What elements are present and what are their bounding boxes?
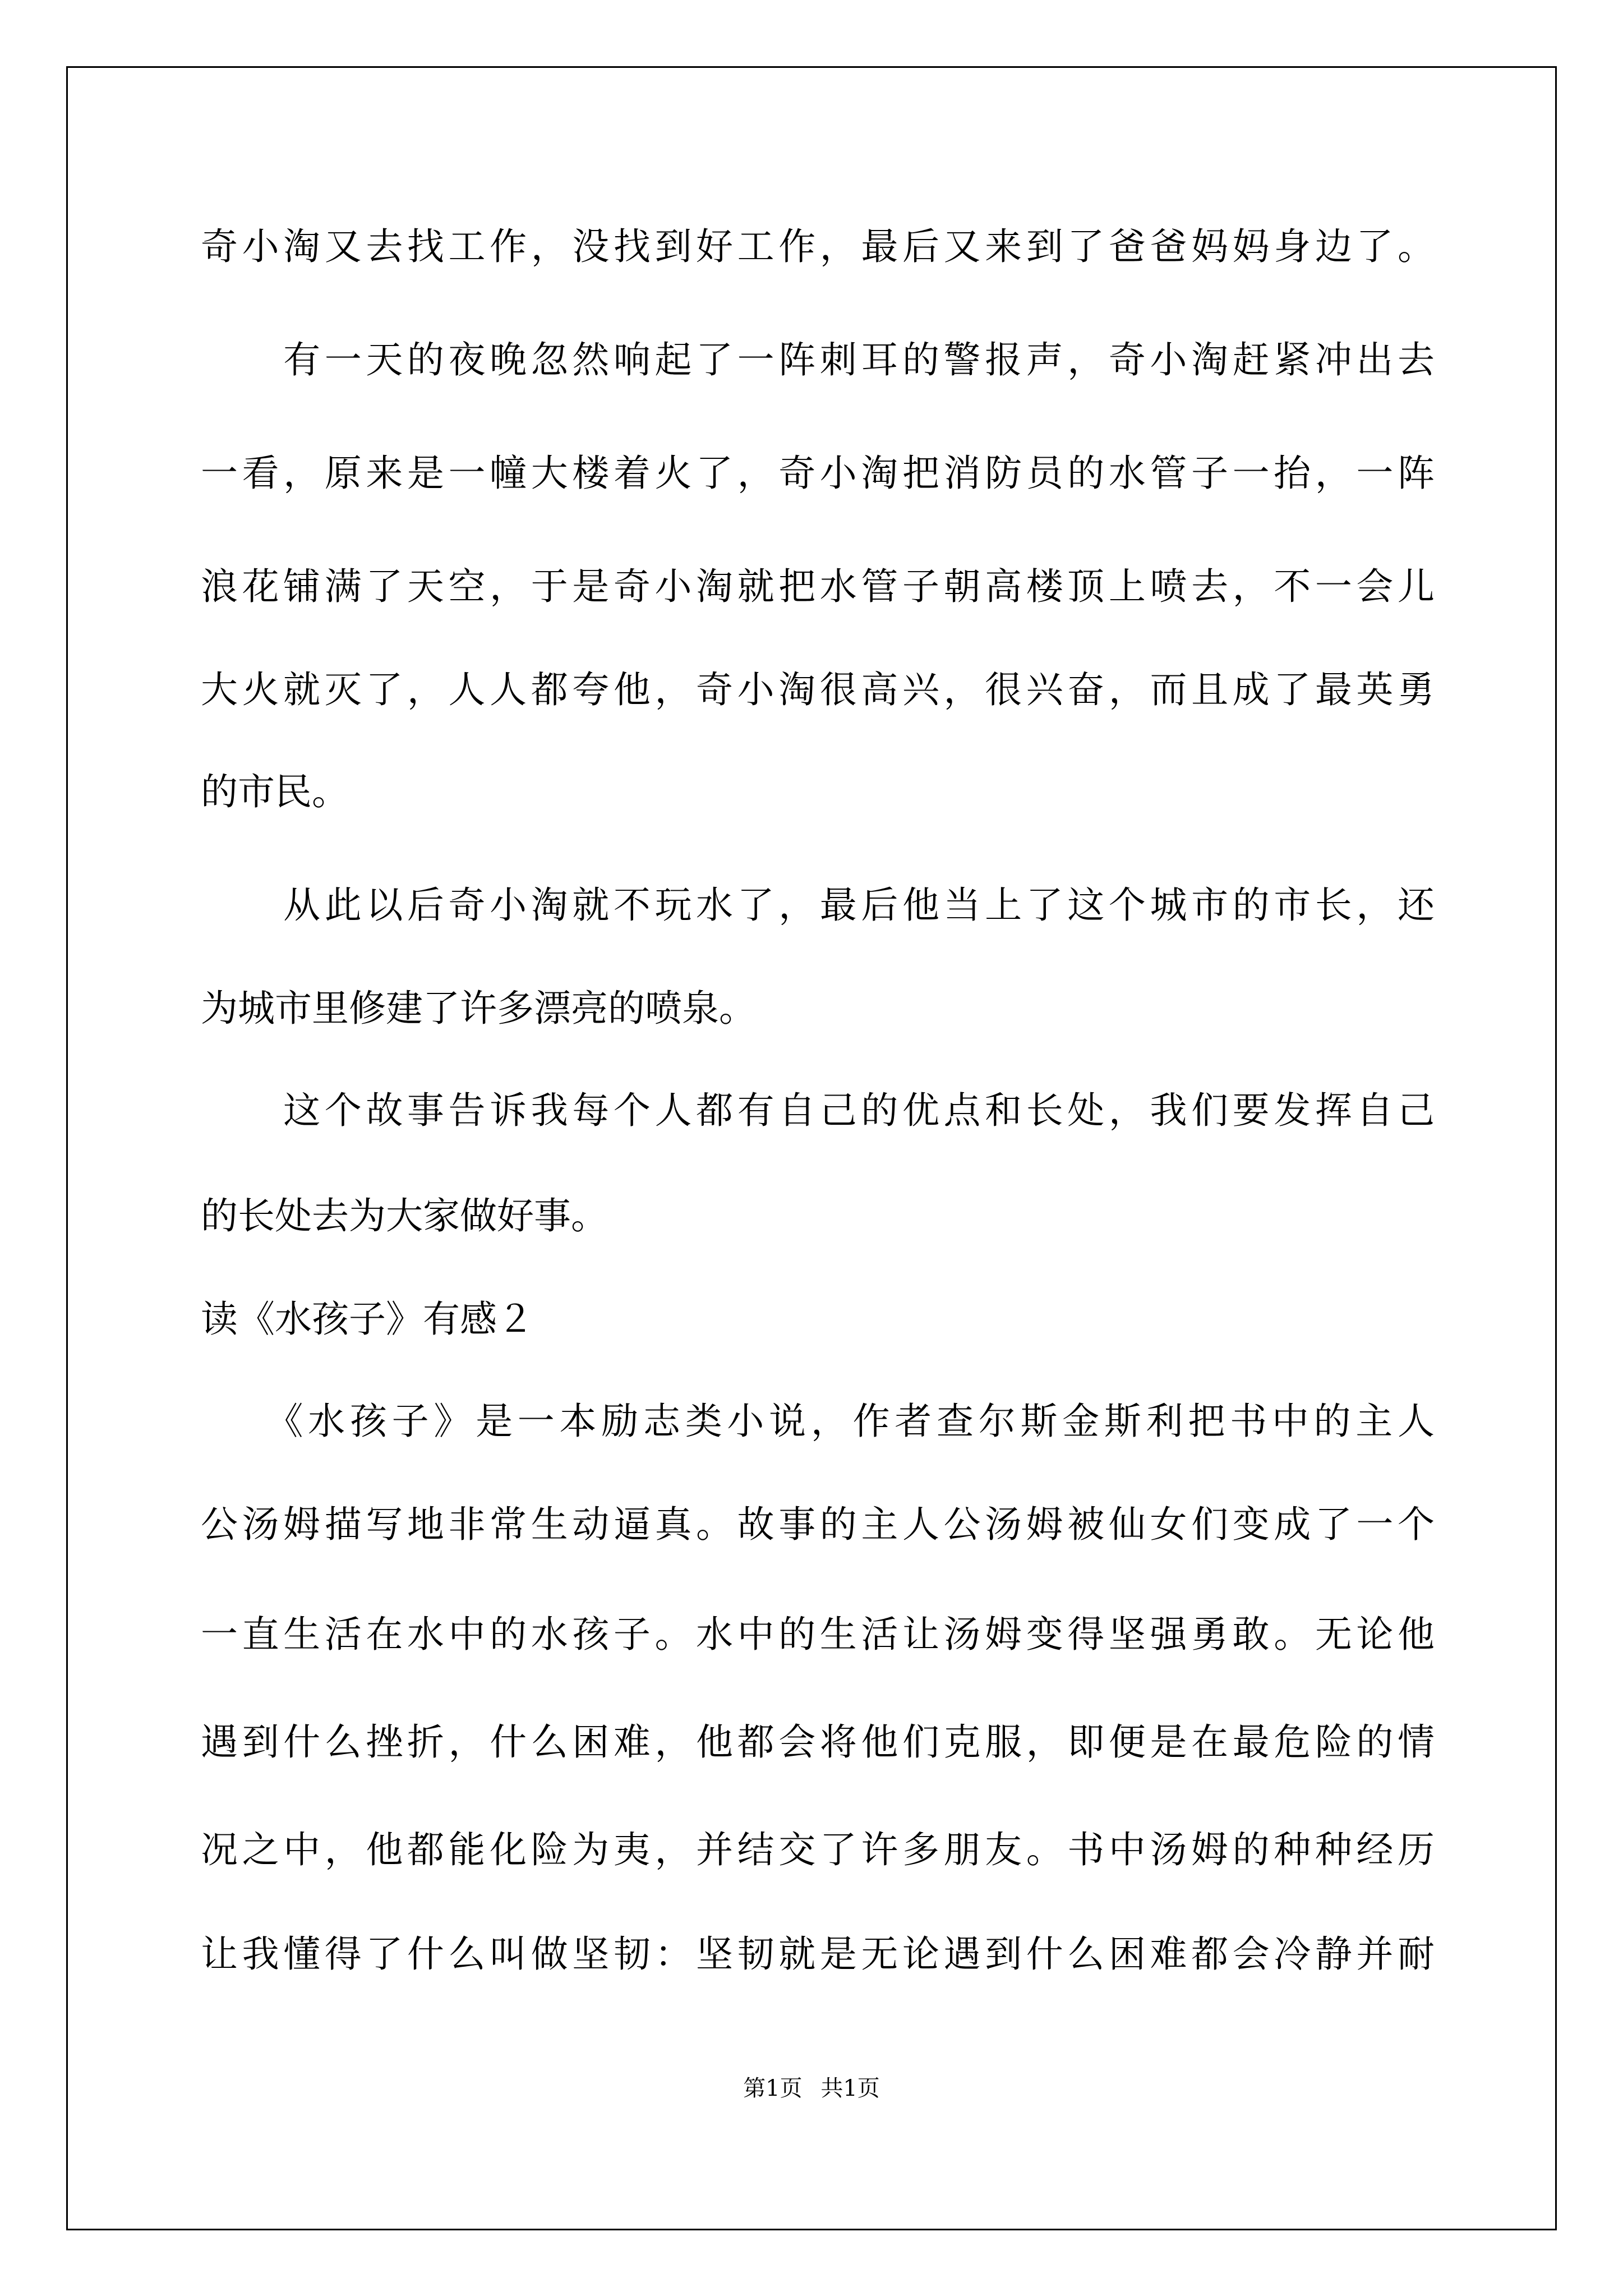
text-line: 的长处去为大家做好事。 xyxy=(201,1194,608,1237)
text-line: 为城市里修建了许多漂亮的喷泉。 xyxy=(201,987,756,1030)
page-border xyxy=(66,66,1557,2230)
text-line: 一看，原来是一幢大楼着火了，奇小淘把消防员的水管子一抬，一阵 xyxy=(201,452,1435,495)
text-line: 奇小淘又去找工作，没找到好工作，最后又来到了爸爸妈妈身边了。 xyxy=(201,225,1435,268)
text-line: 遇到什么挫折，什么困难，他都会将他们克服，即便是在最危险的情 xyxy=(201,1720,1435,1764)
text-line: 一直生活在水中的水孩子。水中的生活让汤姆变得坚强勇敢。无论他 xyxy=(201,1613,1435,1656)
text-line: 从此以后奇小淘就不玩水了，最后他当上了这个城市的市长，还 xyxy=(201,884,1435,927)
text-line: 大火就灭了，人人都夸他，奇小淘很高兴，很兴奋，而且成了最英勇 xyxy=(201,668,1435,711)
section-heading: 读《水孩子》有感２ xyxy=(201,1297,534,1341)
text-line: 况之中，他都能化险为夷，并结交了许多朋友。书中汤姆的种种经历 xyxy=(201,1828,1435,1871)
text-line: 这个故事告诉我每个人都有自己的优点和长处，我们要发挥自己 xyxy=(201,1089,1435,1132)
page-footer xyxy=(0,2074,1623,2102)
text-line: 有一天的夜晚忽然响起了一阵刺耳的警报声，奇小淘赶紧冲出去 xyxy=(201,338,1435,381)
page-number: 第1页 xyxy=(743,2076,803,2101)
text-line: 的市民。 xyxy=(201,770,349,813)
page-total: 共1页 xyxy=(820,2076,880,2101)
text-line: 浪花铺满了天空，于是奇小淘就把水管子朝高楼顶上喷去，不一会儿 xyxy=(201,565,1435,608)
text-line: 让我懂得了什么叫做坚韧：坚韧就是无论遇到什么困难都会冷静并耐 xyxy=(201,1932,1435,1976)
text-line: 《水孩子》是一本励志类小说，作者查尔斯金斯利把书中的主人 xyxy=(201,1400,1435,1443)
text-line: 公汤姆描写地非常生动逼真。故事的主人公汤姆被仙女们变成了一个 xyxy=(201,1503,1435,1546)
